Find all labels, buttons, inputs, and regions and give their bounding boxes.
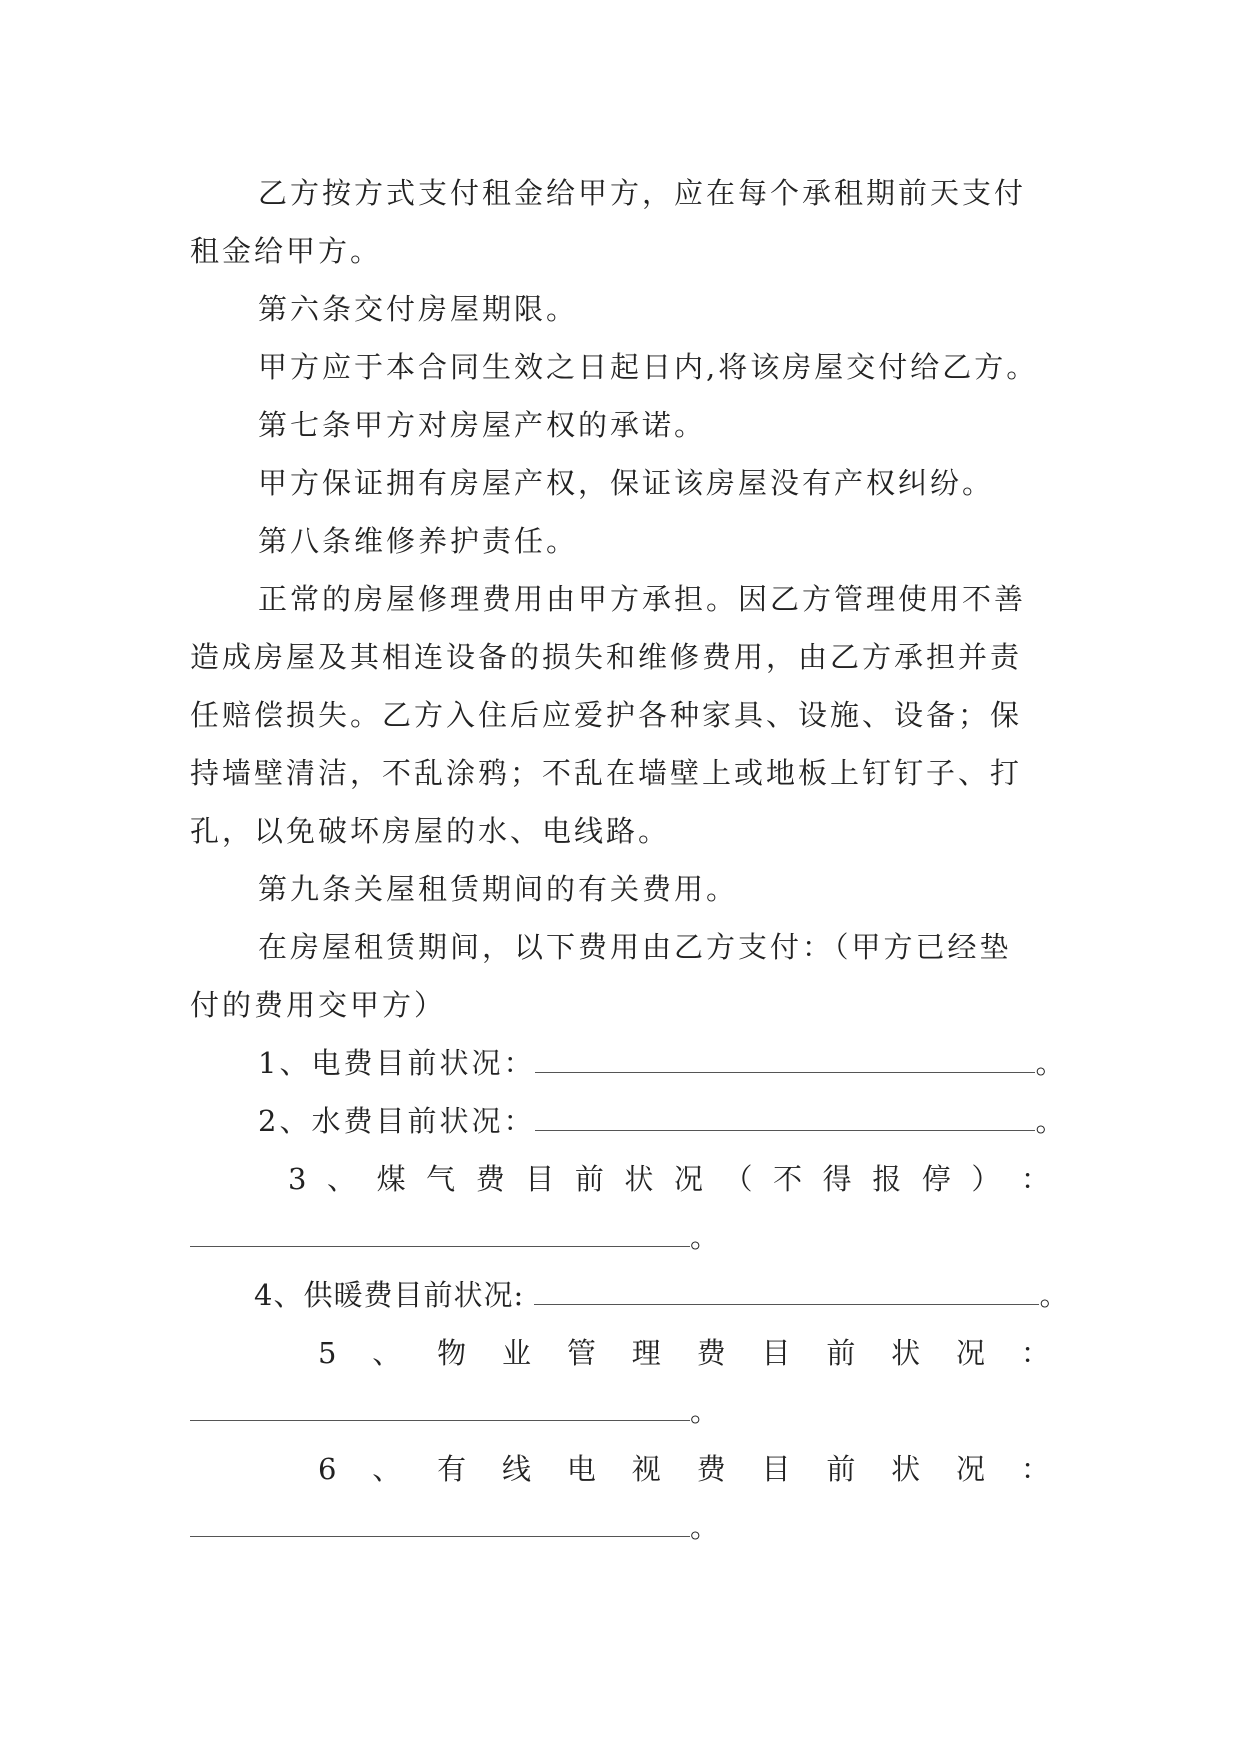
document-body: [190, 164, 1070, 1556]
fee-item-property: [190, 1324, 1050, 1382]
fee-item-property-blank: [190, 1382, 1050, 1440]
distributed-char: 煤: [376, 1162, 406, 1196]
fee-item-water: [190, 1092, 1068, 1150]
fee-item-label: 4、供暖费目前状况:: [254, 1278, 525, 1312]
distributed-char: 、: [327, 1162, 357, 1196]
distributed-char: 况: [956, 1336, 986, 1370]
fee-item-gas: [190, 1150, 1050, 1208]
paragraph-line: 孔，以免破坏房屋的水、电线路。: [190, 814, 671, 848]
paragraph-line: 任赔偿损失。乙方入住后应爱护各种家具、设施、设备；保: [190, 698, 1023, 732]
distributed-char: 有: [437, 1452, 467, 1486]
distributed-char: 不: [773, 1162, 803, 1196]
period-mark: 。: [690, 1394, 723, 1428]
distributed-char: 报: [872, 1162, 902, 1196]
distributed-char: 视: [631, 1452, 661, 1486]
distributed-char: 、: [372, 1336, 402, 1370]
distributed-char: ：: [1020, 1452, 1050, 1486]
fill-in-blank[interactable]: [535, 1129, 1035, 1131]
distributed-char: 费: [696, 1452, 726, 1486]
distributed-char: 气: [426, 1162, 456, 1196]
fee-item-cable-tv: [190, 1440, 1050, 1498]
distributed-char: ）: [971, 1162, 1001, 1196]
period-mark: 。: [690, 1220, 723, 1254]
article-heading: 第七条甲方对房屋产权的承诺。: [258, 408, 707, 442]
paragraph-line: 付的费用交甲方）: [190, 988, 447, 1022]
article-heading: 第六条交付房屋期限。: [258, 292, 579, 326]
paragraph-line: 在房屋租赁期间，以下费用由乙方支付：（甲方已经垫: [258, 930, 1012, 964]
distributed-char: 停: [921, 1162, 951, 1196]
paragraph-line: 正常的房屋修理费用由甲方承担。因乙方管理使用不善: [258, 582, 1027, 616]
period-mark: 。: [1035, 1104, 1068, 1138]
distributed-char: 电: [566, 1452, 596, 1486]
distributed-char: 费: [696, 1336, 726, 1370]
distributed-char: 线: [502, 1452, 532, 1486]
distributed-char: 3: [288, 1162, 307, 1196]
distributed-char: 5: [318, 1336, 337, 1370]
fill-in-blank[interactable]: [190, 1419, 690, 1421]
distributed-char: 状: [624, 1162, 654, 1196]
distributed-char: 业: [502, 1336, 532, 1370]
article-heading: 第八条维修养护责任。: [258, 524, 579, 558]
distributed-char: 况: [673, 1162, 703, 1196]
paragraph-line: 持墙壁清洁，不乱涂鸦；不乱在墙壁上或地板上钉钉子、打: [190, 756, 1023, 790]
paragraph-line: 甲方保证拥有房屋产权，保证该房屋没有产权纠纷。: [258, 466, 995, 500]
distributed-char: 目: [525, 1162, 555, 1196]
distributed-char: 物: [437, 1336, 467, 1370]
distributed-char: 状: [891, 1336, 921, 1370]
distributed-char: 前: [574, 1162, 604, 1196]
period-mark: 。: [690, 1510, 723, 1544]
distributed-char: 状: [891, 1452, 921, 1486]
distributed-char: 、: [372, 1452, 402, 1486]
distributed-char: （: [723, 1162, 753, 1196]
fee-item-gas-blank: [190, 1208, 1050, 1266]
fee-item-electricity: [190, 1034, 1068, 1092]
paragraph-line: 乙方按方式支付租金给甲方，应在每个承租期前天支付: [258, 176, 1027, 210]
fee-item-heating: [190, 1266, 1070, 1324]
distributed-char: 前: [826, 1336, 856, 1370]
paragraph-line: 甲方应于本合同生效之日起日内,将该房屋交付给乙方。: [258, 350, 1039, 384]
distributed-char: 6: [318, 1452, 337, 1486]
paragraph-line: 租金给甲方。: [190, 234, 383, 268]
fill-in-blank[interactable]: [535, 1071, 1035, 1073]
distributed-char: ：: [1020, 1336, 1050, 1370]
paragraph-line: 造成房屋及其相连设备的损失和维修费用，由乙方承担并责: [190, 640, 1023, 674]
distributed-char: 得: [822, 1162, 852, 1196]
distributed-char: 费: [475, 1162, 505, 1196]
fill-in-blank[interactable]: [190, 1535, 690, 1537]
period-mark: 。: [1035, 1046, 1068, 1080]
article-heading: 第九条关屋租赁期间的有关费用。: [258, 872, 739, 906]
distributed-char: 况: [956, 1452, 986, 1486]
distributed-char: 目: [761, 1452, 791, 1486]
distributed-char: 理: [631, 1336, 661, 1370]
period-mark: 。: [1039, 1278, 1070, 1312]
fee-item-cable-tv-blank: [190, 1498, 1050, 1556]
distributed-char: 前: [826, 1452, 856, 1486]
distributed-char: 目: [761, 1336, 791, 1370]
fill-in-blank[interactable]: [190, 1245, 690, 1247]
distributed-char: ：: [1020, 1162, 1050, 1196]
distributed-char: 管: [566, 1336, 596, 1370]
fee-item-label: 1、电费目前状况：: [258, 1046, 536, 1080]
fill-in-blank[interactable]: [534, 1303, 1039, 1305]
fee-item-label: 2、水费目前状况：: [258, 1104, 536, 1138]
